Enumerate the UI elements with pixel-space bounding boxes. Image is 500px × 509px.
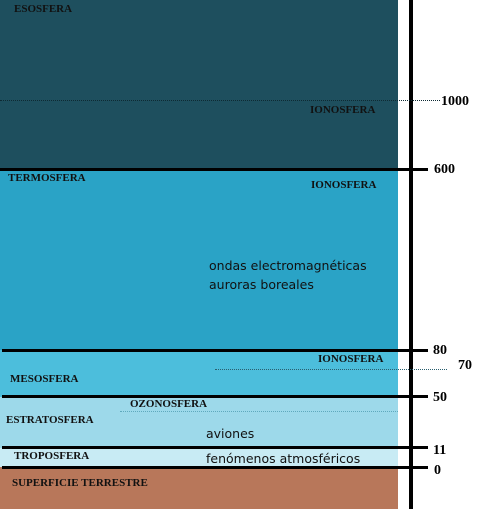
boundary-1000-dotted bbox=[0, 100, 440, 101]
boundary-70-dotted bbox=[215, 369, 447, 370]
stratosphere-label: ESTRATOSFERA bbox=[6, 414, 94, 426]
troposphere-label: TROPOSFERA bbox=[14, 450, 90, 462]
boundary-11 bbox=[2, 446, 428, 449]
boundary-50 bbox=[2, 395, 428, 398]
altitude-label-1000: 1000 bbox=[441, 94, 469, 109]
boundary-80 bbox=[2, 349, 428, 352]
altitude-label-11: 11 bbox=[433, 443, 447, 458]
altitude-label-50: 50 bbox=[433, 390, 447, 405]
mesosphere-label: MESOSFERA bbox=[10, 373, 79, 385]
mesosphere-ionosphere-label: IONOSFERA bbox=[318, 353, 384, 365]
boundary-0 bbox=[2, 466, 428, 469]
surface-label: SUPERFICIE TERRESTRE bbox=[12, 477, 148, 489]
altitude-label-70: 70 bbox=[458, 358, 472, 373]
airplanes-text: aviones bbox=[206, 426, 255, 441]
boundary-600 bbox=[0, 168, 428, 171]
exosphere-band bbox=[0, 0, 398, 169]
exosphere-label: ESOSFERA bbox=[14, 3, 73, 15]
ozonosphere-label: OZONOSFERA bbox=[130, 398, 208, 410]
altitude-label-80: 80 bbox=[433, 343, 447, 358]
altitude-axis bbox=[409, 0, 413, 509]
weather-phenomena-text: fenómenos atmosféricos bbox=[206, 451, 361, 466]
altitude-label-0: 0 bbox=[434, 463, 441, 478]
thermosphere-ionosphere-label: IONOSFERA bbox=[311, 179, 377, 191]
altitude-label-600: 600 bbox=[434, 162, 455, 177]
boundary-ozone-dotted bbox=[120, 411, 398, 412]
electromagnetic-waves-text: ondas electromagnéticas bbox=[209, 258, 367, 273]
thermosphere-label: TERMOSFERA bbox=[8, 172, 86, 184]
northern-lights-text: auroras boreales bbox=[209, 277, 314, 292]
exosphere-ionosphere-label: IONOSFERA bbox=[310, 104, 376, 116]
